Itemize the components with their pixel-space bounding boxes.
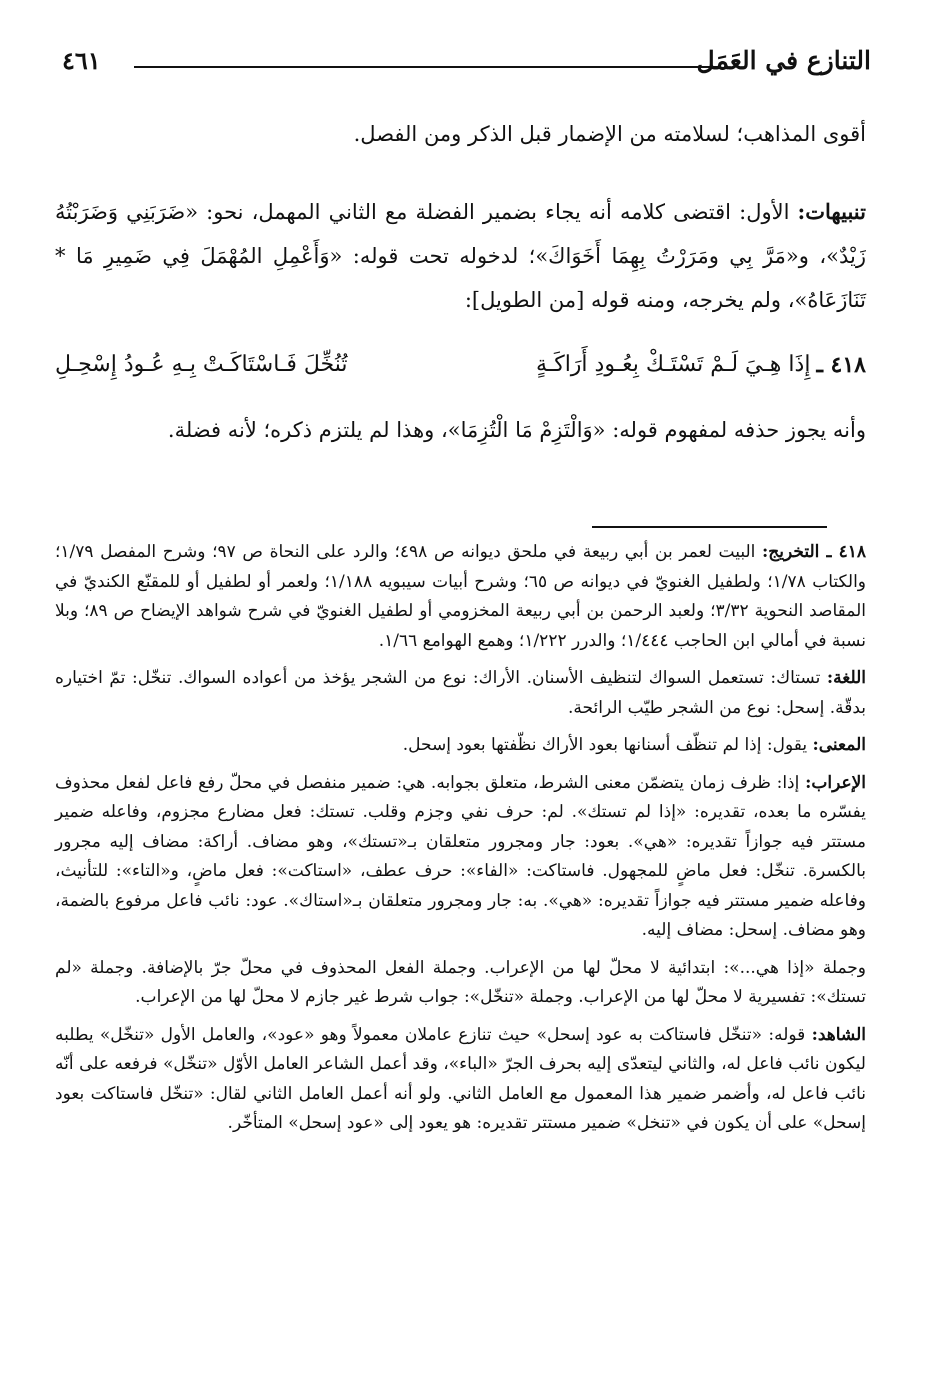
tanbihat-text: الأول: اقتضى كلامه أنه يجاء بضمير الفضلة مع الثاني المهمل، نحو: «ضَرَبَنِي وَضَرَبْتُهُ زَيْدٌ»، و«مَرَّ بِي ومَرَرْتُ بِهِمَا أَخَوَاكَ»؛ لدخوله تحت قوله: «وَأَعْمِلِ المُهْمَلَ فِي ضَمِيرِ مَا * تَنَازَعَاهُ»، ولم يخرجه، ومنه قوله [من الطويل]: [55,200,866,312]
maana-label: المعنى: [812,735,866,755]
verse-second-hemistich: تُنُخِّلَ فَـاسْتَاكَـتْ بِـهِ عُـودُ إِسْحِـلِ [55,352,348,377]
footnotes [55,538,866,1139]
header-rule [134,66,721,68]
paragraph-tanbihat [55,190,866,322]
shahid-text: قوله: «تنخّل فاستاكت به عود إسحل» حيث تنازع عاملان معمولاً وهو «عود»، والعامل الأول «تنخّل» يطلبه ليكون نائب فاعل له، والثاني ليتعدّى إليه بحرف الجرّ «الباء»، وقد أعمل الشاعر العامل الأوّل «تنخّل» فرفعه على أنّه نائب فاعل له، وأضمر ضمير هذا المعمول مع العامل الثاني. ولو أنه أعمل العامل الثاني لقال: «تنخّل فاستاكت بعود إسحل» على أن يكون في «تنخل» ضمير مستتر تقديره: هو يعود إلى «عود إسحل» المتأخّر. [55,1024,866,1133]
takhrij-label: ٤١٨ ـ التخريج: [762,542,867,562]
verse-first-hemistich: إِذَا هِـيَ لَـمْ تَسْتَـكْ بِعُـودِ أَرَاكَـةٍ [535,352,811,377]
note-takhrij [55,538,866,656]
tanbihat-label: تنبيهات: [797,199,866,224]
maana-text: يقول: إذا لم تنظّف أسنانها بعود الأراك نظّفتها بعود إسحل. [402,735,808,755]
page-number: ٤٦١ [62,46,101,75]
irab-text: إذا: ظرف زمان يتضمّن معنى الشرط، متعلق بجوابه. هي: ضمير منفصل في محلّ رفع فاعل لفعل محذوف يفسّره ما بعده، تقديره: «إذا لم تستك». لم: حرف نفي وجزم وقلب. تستك: فعل مضارع مجزوم، وفاعله ضمير مستتر فيه جوازاً تقديره: «هي». بعود: جار ومجرور متعلقان بـ«تستك»، وهو مضاف. أراكة: مضاف إليه مجرور بالكسرة. تنخّل: فعل ماضٍ للمجهول. فاستاكت: «الفاء»: حرف عطف، «استاكت»: فعل ماضٍ، و«التاء»: للتأنيث، وفاعله ضمير مستتر فيه جوازاً تقديره: «هي». به: جار ومجرور متعلقان بـ«استاك». عود: نائب فاعل مرفوع بالضمة، وهو مضاف. إسحل: مضاف إليه. [55,772,866,940]
paragraph-3: وأنه يجوز حذفه لمفهوم قوله: «وَالْتَزِمْ مَا الْتُزِمَا»، وهذا لم يلتزم ذكره؛ لأنه فضلة. [167,418,866,442]
irab-label: الإعراب: [805,772,867,793]
takhrij-text: البيت لعمر بن أبي ربيعة في ملحق ديوانه ص ٤٩٨؛ والرد على النحاة ص ٩٧؛ وشرح المفصل ١/٧٩؛ والكتاب ١/٧٨؛ ولطفيل الغنويّ في ديوانه ص ٦٥؛ وشرح أبيات سيبويه ١/١٨٨؛ ولعمر أو لطفيل أو للمقنّع الكنديّ في المقاصد النحوية ٣/٣٢؛ ولعبد الرحمن بن أبي ربيعة المخزومي أو لطفيل الغنويّ في شرح شواهد الإيضاح ص ٨٩؛ وبلا نسبة في أمالي ابن الحاجب ١/٤٤٤؛ والدرر ١/٢٢٢؛ وهمع الهوامع ١/٦٦. [55,542,867,651]
running-header [62,44,871,84]
note-jumla: وجملة «إذا هي...»: ابتدائية لا محلّ لها من الإعراب. وجملة الفعل المحذوف في محلّ جرّ بالإضافة. وجملة «لم تستك»: تفسيرية لا محلّ لها من الإعراب. وجملة «تنخّل»: جواب شرط غير جازم لا محلّ لها من الإعراب. [55,957,866,1007]
note-shahid [55,1021,866,1139]
poem-verse [55,338,866,392]
note-lugha [55,664,866,723]
footnote-separator [592,526,827,528]
main-text [55,112,866,452]
lugha-label: اللغة: [826,668,867,688]
lugha-text: تستاك: تستعمل السواك لتنظيف الأسنان. الأراك: نوع من الشجر يؤخذ من أعواده السواك. تنخّل: تمّ اختياره بدقّة. إسحل: نوع من الشجر طيّب الرائحة. [55,668,866,718]
paragraph-1: أقوى المذاهب؛ لسلامته من الإضمار قبل الذكر ومن الفصل. [353,122,866,146]
shahid-label: الشاهد: [811,1024,867,1045]
verse-number: ٤١٨ ـ [816,352,866,378]
note-maana [55,731,866,761]
chapter-title: التنازع في العَمَل [696,46,871,75]
note-irab [55,769,866,946]
